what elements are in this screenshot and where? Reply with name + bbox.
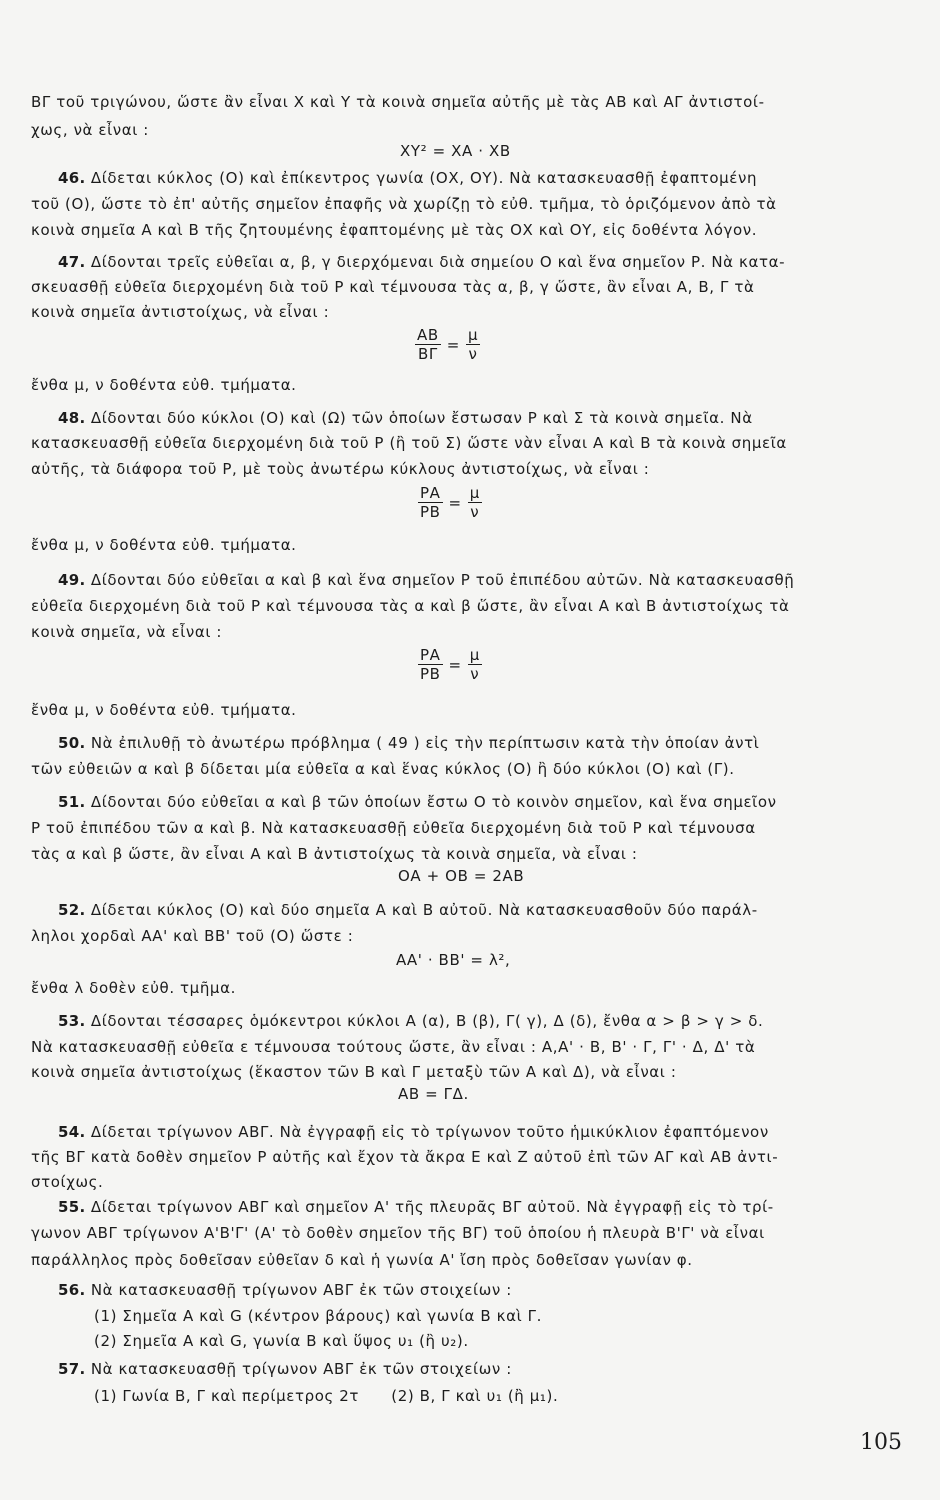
- equation: ΟΑ + ΟΒ = 2ΑΒ: [398, 867, 525, 885]
- text-line: κοινὰ σημεῖα, νὰ εἶναι :: [31, 623, 223, 641]
- fraction-numerator: μ: [469, 646, 480, 664]
- fraction-denominator: ΒΓ: [417, 345, 438, 363]
- fraction-numerator: ΑΒ: [417, 326, 439, 344]
- problem-53: [58, 1011, 763, 1031]
- text-line: τὰς α καὶ β ὥστε, ἂν εἶναι Α καὶ Β ἀντιστοίχως τὰ κοινὰ σημεῖα, νὰ εἶναι :: [31, 845, 638, 863]
- problem-text: Δίδονται δύο κύκλοι (Ο) καὶ (Ω) τῶν ὁποίων ἔστωσαν Ρ καὶ Σ τὰ κοινὰ σημεῖα. Νὰ: [90, 409, 753, 427]
- list-item: (1) Γωνία Β, Γ καὶ περίμετρος 2τ (2) Β, Γ καὶ υ₁ (ἢ μ₁).: [94, 1387, 559, 1405]
- problem-number: 53.: [58, 1012, 86, 1030]
- text-line: παράλληλος πρὸς δοθεῖσαν εὐθεῖαν δ καὶ ἡ γωνία Α' ἴση πρὸς δοθεῖσαν γωνίαν φ.: [31, 1251, 693, 1269]
- problem-number: 46.: [58, 169, 86, 187]
- fraction-equation: [418, 484, 482, 521]
- text-line: τῶν εὐθειῶν α καὶ β δίδεται μία εὐθεῖα α καὶ ἕνας κύκλος (Ο) ἢ δύο κύκλοι (Ο) καὶ (Γ).: [31, 760, 735, 778]
- problem-text: Νὰ ἐπιλυθῇ τὸ ἀνωτέρω πρόβλημα ( 49 ) εἰς τὴν περίπτωσιν κατὰ τὴν ὁποίαν ἀντὶ: [90, 734, 760, 752]
- problem-47: [58, 252, 785, 272]
- fraction-denominator: ν: [470, 503, 480, 521]
- fraction-equation: [415, 326, 480, 363]
- problem-number: 55.: [58, 1198, 86, 1216]
- problem-50: [58, 733, 759, 753]
- fraction-equation: [418, 646, 482, 683]
- problem-number: 47.: [58, 253, 86, 271]
- problem-number: 49.: [58, 571, 86, 589]
- fraction-numerator: ΡΑ: [420, 646, 441, 664]
- page-number: 105: [860, 1430, 902, 1455]
- fraction-numerator: μ: [469, 484, 480, 502]
- text-line: Νὰ κατασκευασθῇ εὐθεῖα ε τέμνουσα τούτους ὥστε, ἂν εἶναι : Α,Α' · Β, Β' · Γ, Γ' · Δ, Δ' τὰ: [31, 1038, 756, 1056]
- text-line: ἔνθα λ δοθὲν εὐθ. τμῆμα.: [31, 979, 236, 997]
- equation: ΧΥ² = ΧΑ · ΧΒ: [400, 142, 511, 160]
- problem-51: [58, 792, 777, 812]
- list-item: (2) Σημεῖα Α καὶ G, γωνία Β καὶ ὕψος υ₁ (ἢ υ₂).: [94, 1332, 469, 1350]
- text-line: τοῦ (Ο), ὥστε τὸ ἐπ' αὐτῆς σημεῖον ἐπαφῆς νὰ χωρίζῃ τὸ εὐθ. τμῆμα, τὸ ὁριζόμενον ἀπὸ τὰ: [31, 195, 777, 213]
- problem-number: 52.: [58, 901, 86, 919]
- text-line: κοινὰ σημεῖα Α καὶ Β τῆς ζητουμένης ἐφαπτομένης μὲ τὰς ΟΧ καὶ ΟΥ, εἰς δοθέντα λόγον.: [31, 221, 758, 239]
- text-line: αὐτῆς, τὰ διάφορα τοῦ Ρ, μὲ τοὺς ἀνωτέρω κύκλους ἀντιστοίχως, νὰ εἶναι :: [31, 460, 650, 478]
- problem-52: [58, 900, 758, 920]
- problem-text: Δίδεται κύκλος (Ο) καὶ ἐπίκεντρος γωνία (ΟΧ, ΟΥ). Νὰ κατασκευασθῇ ἐφαπτομένη: [90, 169, 758, 187]
- problem-57: [58, 1359, 512, 1379]
- text-line: τῆς ΒΓ κατὰ δοθὲν σημεῖον Ρ αὐτῆς καὶ ἔχον τὰ ἄκρα Ε καὶ Ζ αὐτοῦ ἐπὶ τῶν ΑΓ καὶ ΑΒ ἀντι-: [31, 1148, 779, 1166]
- fraction-denominator: ν: [468, 345, 478, 363]
- problem-text: Δίδονται τέσσαρες ὁμόκεντροι κύκλοι Α (α), Β (β), Γ( γ), Δ (δ), ἔνθα α > β > γ > δ.: [90, 1012, 764, 1030]
- text-line: στοίχως.: [31, 1173, 104, 1191]
- text-line: γωνον ΑΒΓ τρίγωνον Α'Β'Γ' (Α' τὸ δοθὲν σημεῖον τῆς ΒΓ) τοῦ ὁποίου ἡ πλευρὰ Β'Γ' νὰ εἶναι: [31, 1224, 765, 1242]
- problem-text: Νὰ κατασκευασθῇ τρίγωνον ΑΒΓ ἐκ τῶν στοιχείων :: [90, 1281, 512, 1299]
- equals-sign: =: [446, 335, 460, 354]
- problem-54: [58, 1122, 769, 1142]
- problem-56: [58, 1280, 512, 1300]
- equation: ΑΑ' · ΒΒ' = λ²,: [396, 951, 511, 969]
- problem-text: Νὰ κατασκευασθῇ τρίγωνον ΑΒΓ ἐκ τῶν στοιχείων :: [90, 1360, 512, 1378]
- equation: ΑΒ = ΓΔ.: [398, 1085, 469, 1103]
- problem-text: Δίδονται δύο εὐθεῖαι α καὶ β καὶ ἕνα σημεῖον Ρ τοῦ ἐπιπέδου αὐτῶν. Νὰ κατασκευασθῇ: [90, 571, 795, 589]
- problem-number: 57.: [58, 1360, 86, 1378]
- text-line: ΒΓ τοῦ τριγώνου, ὥστε ἂν εἶναι Χ καὶ Υ τὰ κοινὰ σημεῖα αὐτῆς μὲ τὰς ΑΒ καὶ ΑΓ ἀντιστοί-: [31, 93, 765, 111]
- text-line: κοινὰ σημεῖα ἀντιστοίχως (ἕκαστον τῶν Β καὶ Γ μεταξὺ τῶν Α καὶ Δ), νὰ εἶναι :: [31, 1063, 677, 1081]
- fraction-numerator: μ: [467, 326, 479, 344]
- text-line: ἔνθα μ, ν δοθέντα εὐθ. τμήματα.: [31, 701, 297, 719]
- text-line: χως, νὰ εἶναι :: [31, 121, 149, 139]
- problem-number: 50.: [58, 734, 86, 752]
- problem-text: Δίδεται τρίγωνον ΑΒΓ καὶ σημεῖον Α' τῆς πλευρᾶς ΒΓ αὐτοῦ. Νὰ ἐγγραφῇ εἰς τὸ τρί-: [90, 1198, 774, 1216]
- text-line: κοινὰ σημεῖα ἀντιστοίχως, νὰ εἶναι :: [31, 303, 330, 321]
- text-line: ληλοι χορδαὶ ΑΑ' καὶ ΒΒ' τοῦ (Ο) ὥστε :: [31, 927, 354, 945]
- problem-49: [58, 570, 794, 590]
- problem-text: Δίδεται κύκλος (Ο) καὶ δύο σημεῖα Α καὶ Β αὐτοῦ. Νὰ κατασκευασθοῦν δύο παράλ-: [90, 901, 758, 919]
- problem-text: Δίδονται δύο εὐθεῖαι α καὶ β τῶν ὁποίων ἔστω Ο τὸ κοινὸν σημεῖον, καὶ ἕνα σημεῖον: [90, 793, 777, 811]
- problem-text: Δίδεται τρίγωνον ΑΒΓ. Νὰ ἐγγραφῇ εἰς τὸ τρίγωνον τοῦτο ἡμικύκλιον ἐφαπτόμενον: [90, 1123, 769, 1141]
- fraction-denominator: ΡΒ: [420, 665, 441, 683]
- fraction-denominator: ΡΒ: [420, 503, 441, 521]
- text-line: ἔνθα μ, ν δοθέντα εὐθ. τμήματα.: [31, 536, 297, 554]
- fraction-numerator: ΡΑ: [420, 484, 441, 502]
- problem-48: [58, 408, 753, 428]
- list-item: (1) Σημεῖα Α καὶ G (κέντρον βάρους) καὶ γωνία Β καὶ Γ.: [94, 1307, 542, 1325]
- problem-number: 54.: [58, 1123, 86, 1141]
- text-line: σκευασθῇ εὐθεῖα διερχομένη διὰ τοῦ Ρ καὶ τέμνουσα τὰς α, β, γ ὥστε, ἂν εἶναι Α, Β, Γ τὰ: [31, 278, 755, 296]
- problem-number: 56.: [58, 1281, 86, 1299]
- equals-sign: =: [448, 493, 462, 512]
- text-line: κατασκευασθῇ εὐθεῖα διερχομένη διὰ τοῦ Ρ (ἢ τοῦ Σ) ὥστε νὰν εἶναι Α καὶ Β τὰ κοινὰ σημεῖα: [31, 434, 787, 452]
- fraction-denominator: ν: [470, 665, 480, 683]
- problem-text: Δίδονται τρεῖς εὐθεῖαι α, β, γ διερχόμεναι διὰ σημείου Ο καὶ ἕνα σημεῖον Ρ. Νὰ κατα-: [90, 253, 786, 271]
- text-line: ἔνθα μ, ν δοθέντα εὐθ. τμήματα.: [31, 376, 297, 394]
- problem-46: [58, 168, 757, 188]
- problem-number: 48.: [58, 409, 86, 427]
- problem-number: 51.: [58, 793, 86, 811]
- equals-sign: =: [448, 655, 462, 674]
- text-line: εὐθεῖα διερχομένη διὰ τοῦ Ρ καὶ τέμνουσα τὰς α καὶ β ὥστε, ἂν εἶναι Α καὶ Β ἀντιστοίχως τὰ: [31, 597, 790, 615]
- text-line: Ρ τοῦ ἐπιπέδου τῶν α καὶ β. Νὰ κατασκευασθῇ εὐθεῖα διερχομένη διὰ τοῦ Ρ καὶ τέμνουσα: [31, 819, 756, 837]
- problem-55: [58, 1197, 774, 1217]
